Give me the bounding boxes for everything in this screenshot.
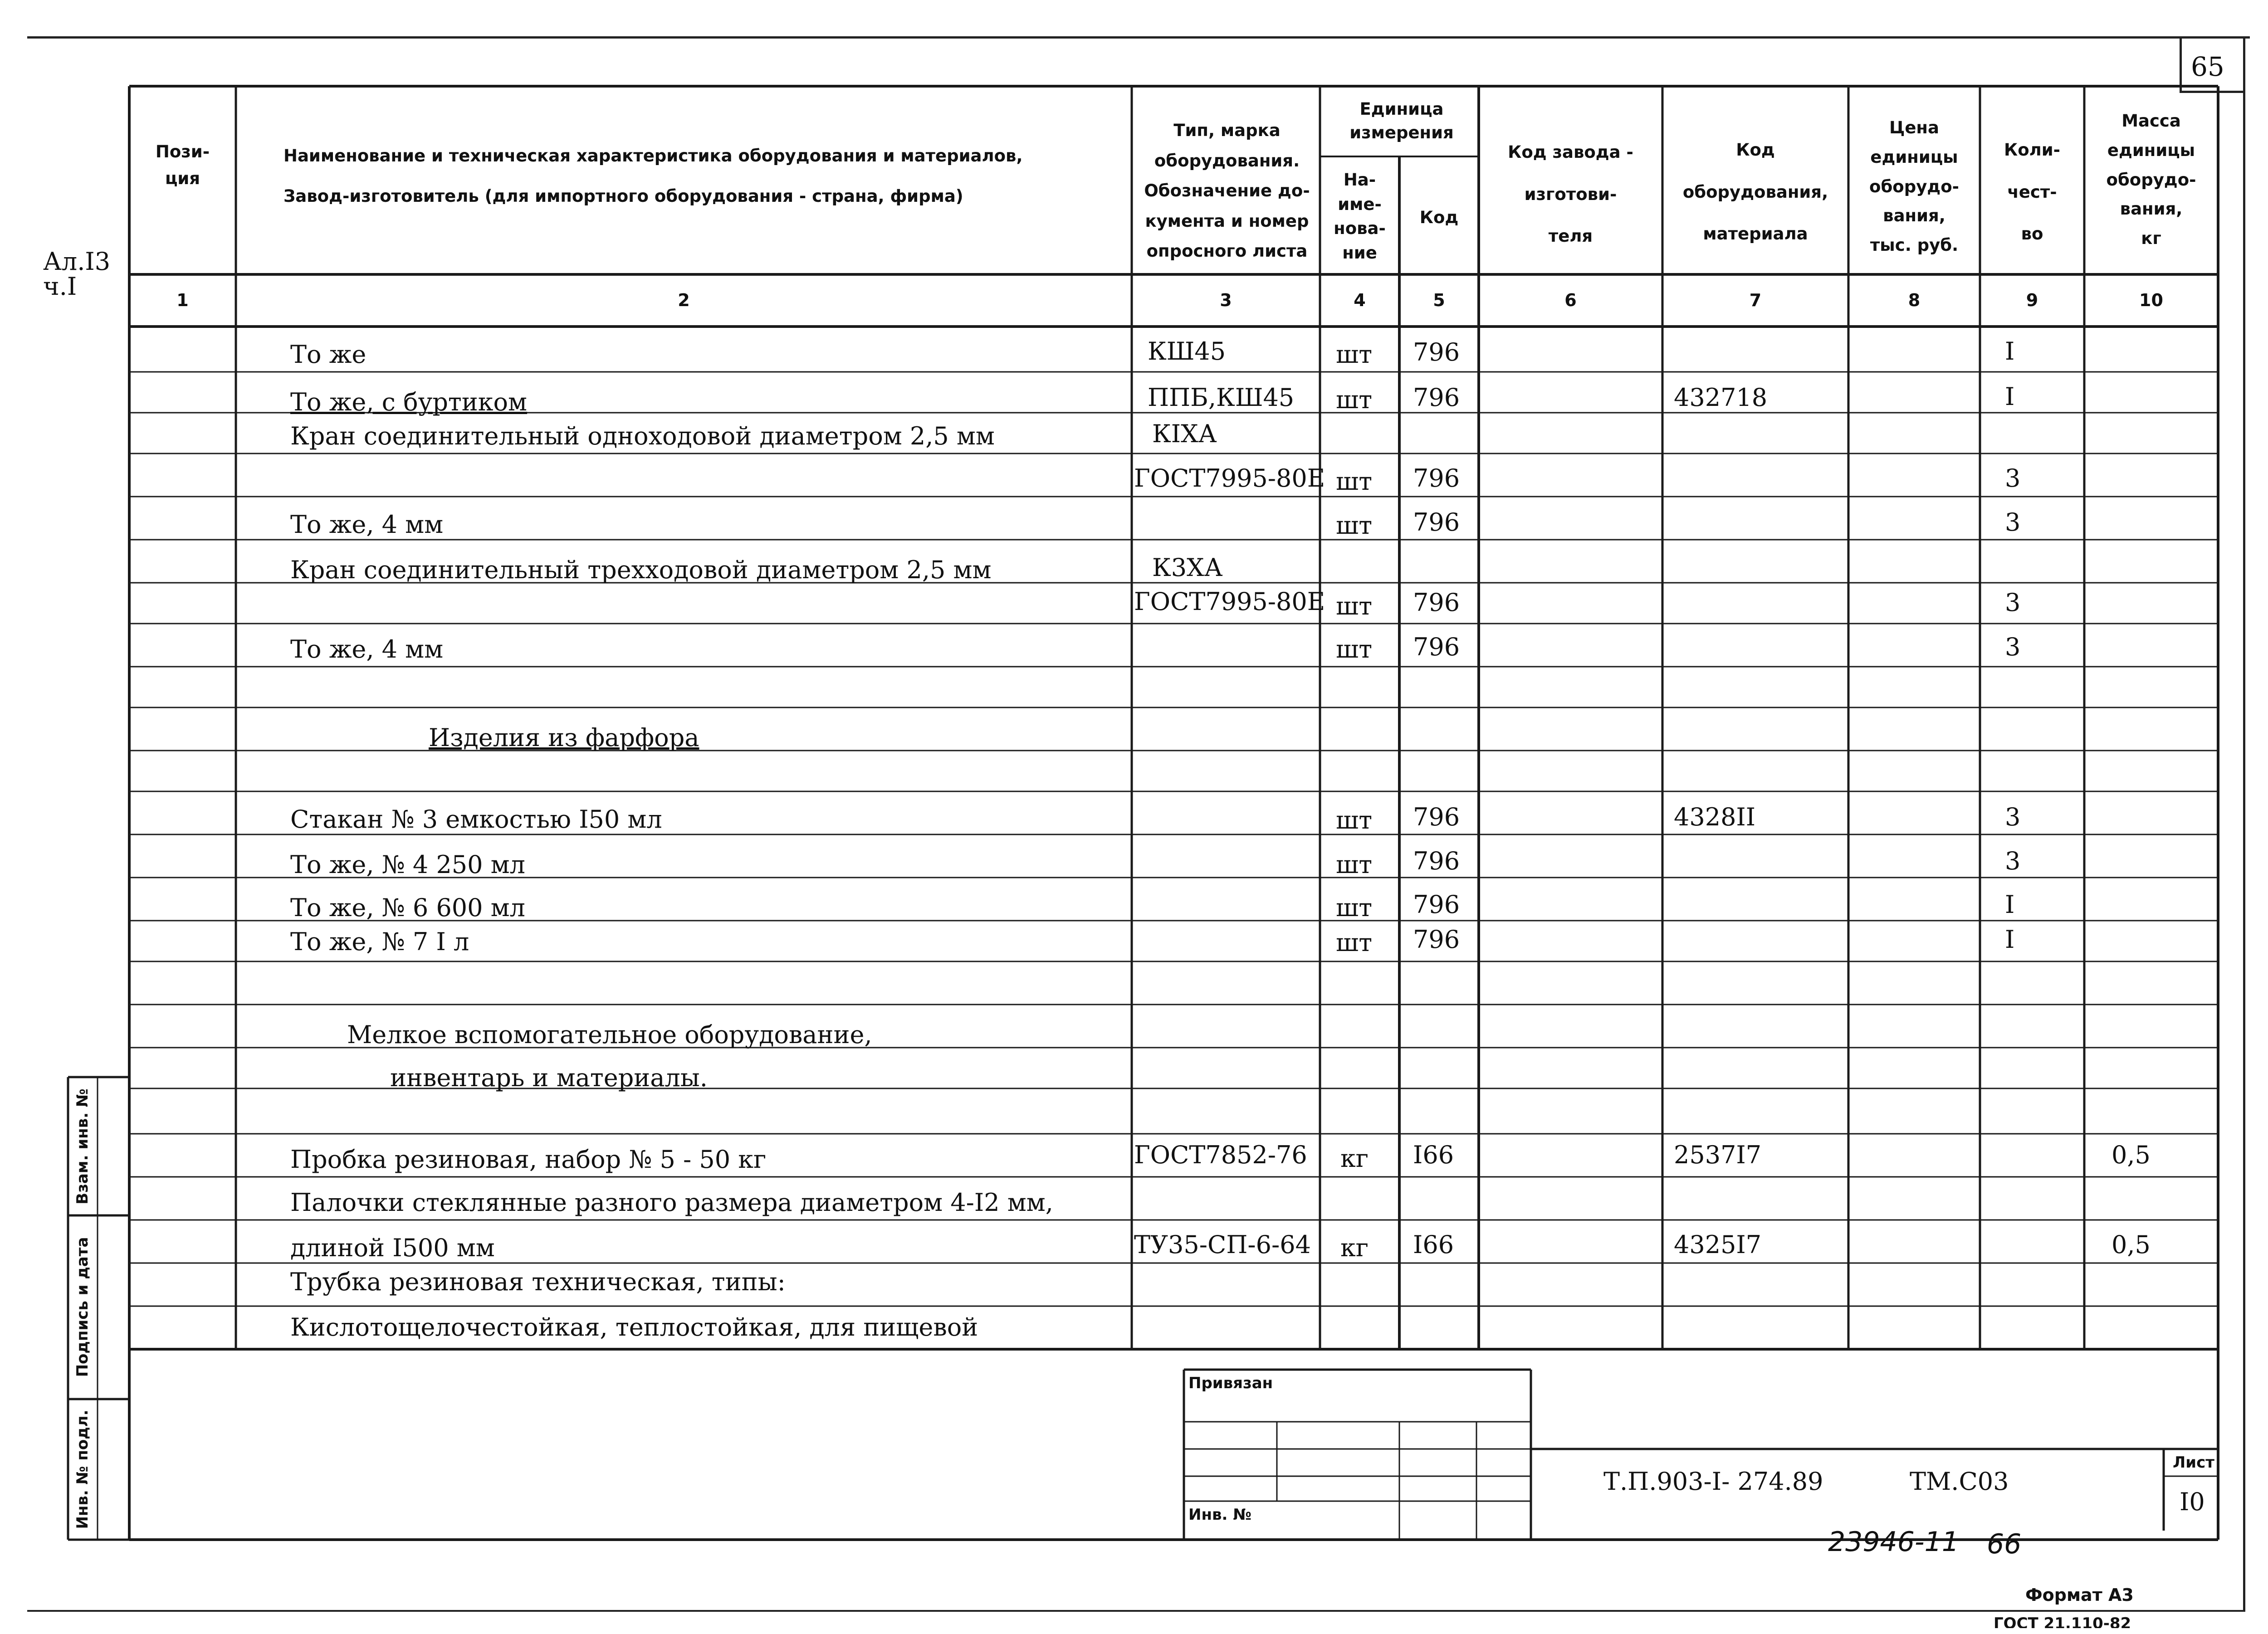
- row-2-unit: шт: [1336, 385, 1373, 414]
- row-6-name: Кран соединительный трехходовой диаметром 2,5 мм: [290, 556, 992, 584]
- row-2-type: ППБ,КШ45: [1148, 383, 1295, 412]
- row-4-type: ГОСТ7995-80Е: [1134, 464, 1325, 493]
- header-name-line-2: Завод-изготовитель (для импортного оборудования - страна, фирма): [284, 186, 963, 206]
- row-10-unit: шт: [1336, 806, 1373, 834]
- header-mass-line-1: Масса: [2121, 111, 2181, 131]
- side-label-podpis-data: Подпись и дата: [73, 1237, 92, 1377]
- row-1-name: То же: [290, 340, 367, 369]
- row-5-unit: шт: [1336, 511, 1373, 540]
- side-label-inv-podl: Инв. № подл.: [73, 1410, 92, 1529]
- header-position-line-2: ция: [165, 169, 200, 189]
- header-mass-line-5: кг: [2141, 229, 2161, 248]
- row-8-name: То же, 4 мм: [290, 635, 444, 663]
- header-unit-name-line-4: ние: [1342, 243, 1377, 263]
- header-type-line-1: Тип, марка: [1173, 121, 1281, 140]
- header-qty-line-1: Коли-: [2004, 140, 2061, 160]
- row-13-code: 796: [1413, 925, 1460, 954]
- header-price: [1848, 113, 1980, 260]
- column-number-7: 7: [1749, 290, 1762, 310]
- header-price-line-1: Цена: [1889, 118, 1939, 137]
- row-13-qty: I: [2005, 925, 2015, 954]
- row-12-code: 796: [1413, 890, 1460, 919]
- row-7-type: ГОСТ7995-80Е: [1134, 587, 1325, 616]
- header-factory-line-3: теля: [1548, 226, 1593, 246]
- header-unit-code: Код: [1419, 208, 1459, 227]
- page-number: 65: [2191, 51, 2224, 82]
- row-16-unit: кг: [1340, 1144, 1369, 1173]
- row-16-code: I66: [1413, 1141, 1454, 1169]
- section-heading-porcelain: Изделия из фарфора: [429, 723, 699, 752]
- header-type-line-3: Обозначение до-: [1144, 181, 1310, 201]
- header-type-line-5: опросного листа: [1146, 241, 1308, 261]
- row-12-qty: I: [2005, 890, 2015, 919]
- row-11-name: То же, № 4 250 мл: [290, 850, 525, 879]
- row-1-type: КШ45: [1148, 337, 1226, 366]
- header-equip-line-2: оборудования,: [1682, 182, 1828, 202]
- column-number-10: 10: [2139, 290, 2163, 310]
- row-11-unit: шт: [1336, 850, 1373, 879]
- header-price-line-5: тыс. руб.: [1870, 235, 1959, 255]
- header-name-line-1: Наименование и техническая характеристика оборудования и материалов,: [284, 146, 1023, 166]
- header-position-line-1: Пози-: [155, 142, 210, 161]
- section-heading-small-equipment-line-2: инвентарь и материалы.: [390, 1063, 708, 1092]
- side-label-vzam-inv: Взам. инв. №: [73, 1088, 92, 1205]
- column-number-9: 9: [2026, 290, 2038, 310]
- header-equip-line-3: материала: [1703, 224, 1808, 244]
- header-unit-name-line-2: име-: [1338, 194, 1382, 214]
- row-2-qty: I: [2005, 382, 2015, 411]
- header-price-line-4: вания,: [1883, 206, 1945, 226]
- stamp-inv-no: Инв. №: [1188, 1506, 1252, 1524]
- handwritten-page: 66: [1987, 1528, 2022, 1560]
- stamp-mark: ТМ.С03: [1910, 1467, 2009, 1496]
- header-price-line-3: оборудо-: [1869, 176, 1959, 196]
- handwritten-number: 23946-11: [1828, 1526, 1959, 1558]
- stamp-sheet-number: I0: [2180, 1488, 2205, 1516]
- header-mass: [2084, 107, 2218, 254]
- stamp-sheet-label: Лист: [2173, 1454, 2214, 1472]
- row-5-code: 796: [1413, 508, 1460, 537]
- row-1-code: 796: [1413, 338, 1460, 366]
- row-3-name: Кран соединительный одноходовой диаметром 2,5 мм: [290, 422, 995, 450]
- column-number-5: 5: [1433, 290, 1445, 310]
- row-7-qty: 3: [2005, 588, 2021, 617]
- header-position: [129, 138, 236, 192]
- row-3-type: КIХА: [1152, 419, 1217, 448]
- row-6-type: К3ХА: [1152, 553, 1223, 582]
- column-number-8: 8: [1908, 290, 1921, 310]
- column-number-6: 6: [1564, 290, 1577, 310]
- row-2-name: То же, с буртиком: [290, 388, 528, 416]
- row-11-qty: 3: [2005, 847, 2021, 875]
- header-unit-name-line-3: нова-: [1334, 219, 1386, 239]
- row-5-qty: 3: [2005, 508, 2021, 537]
- row-12-name: То же, № 6 600 мл: [290, 893, 525, 922]
- side-note-line-2: ч.I: [43, 272, 77, 301]
- column-number-4: 4: [1354, 290, 1366, 310]
- header-price-line-2: единицы: [1870, 147, 1958, 167]
- header-mass-line-3: оборудо-: [2106, 170, 2196, 190]
- header-type: [1134, 116, 1320, 267]
- row-2-code: 796: [1413, 383, 1460, 412]
- row-13-unit: шт: [1336, 928, 1373, 957]
- row-4-code: 796: [1413, 464, 1460, 493]
- header-unit-name-line-1: На-: [1343, 170, 1376, 190]
- gost-line: ГОСТ 21.110-82: [1994, 1614, 2131, 1628]
- format-label: Формат А3: [2025, 1585, 2134, 1605]
- row-12-unit: шт: [1336, 893, 1373, 922]
- header-factory-line-1: Код завода -: [1508, 142, 1633, 162]
- row-13-name: То же, № 7 I л: [290, 927, 469, 956]
- row-18-mass: 0,5: [2112, 1230, 2151, 1259]
- header-quantity: [1980, 129, 2084, 255]
- row-18-equip-code: 4325I7: [1674, 1230, 1762, 1259]
- row-8-code: 796: [1413, 633, 1460, 661]
- row-4-unit: шт: [1336, 467, 1373, 496]
- row-2-equip-code: 432718: [1674, 383, 1768, 412]
- row-7-unit: шт: [1336, 592, 1373, 620]
- row-18-type: ТУ35-СП-6-64: [1134, 1230, 1311, 1259]
- row-16-name: Пробка резиновая, набор № 5 - 50 кг: [290, 1145, 767, 1174]
- header-type-line-4: кумента и номер: [1145, 211, 1309, 231]
- header-type-line-2: оборудования.: [1154, 151, 1300, 171]
- row-16-type: ГОСТ7852-76: [1134, 1141, 1307, 1169]
- row-20-name: Кислотощелочестойкая, теплостойкая, для пищевой: [290, 1313, 978, 1341]
- stamp-privyazan: Привязан: [1188, 1374, 1273, 1392]
- row-10-name: Стакан № 3 емкостью I50 мл: [290, 805, 662, 834]
- stamp-designation: Т.П.903-I- 274.89: [1603, 1467, 1823, 1496]
- header-mass-line-2: единицы: [2107, 140, 2195, 160]
- header-factory-line-2: изготови-: [1524, 184, 1617, 204]
- header-factory-code: [1479, 132, 1662, 258]
- row-19-name: Трубка резиновая техническая, типы:: [290, 1268, 786, 1296]
- row-10-qty: 3: [2005, 803, 2021, 831]
- row-5-name: То же, 4 мм: [290, 510, 444, 539]
- row-4-qty: 3: [2005, 464, 2021, 493]
- section-heading-small-equipment: Мелкое вспомогательное оборудование,: [347, 1020, 872, 1049]
- side-note-line-1: Ал.I3: [43, 247, 111, 276]
- header-unit-group: Единица измерения: [1349, 99, 1454, 142]
- header-qty-line-2: чест-: [2007, 182, 2057, 202]
- row-1-qty: I: [2005, 337, 2015, 366]
- row-18-name: длиной I500 мм: [290, 1234, 495, 1262]
- row-17-name: Палочки стеклянные разного размера диаметром 4-I2 мм,: [290, 1188, 1053, 1217]
- row-16-mass: 0,5: [2112, 1141, 2151, 1169]
- row-10-code: 796: [1413, 803, 1460, 831]
- header-unit-name: [1320, 168, 1399, 265]
- row-18-code: I66: [1413, 1230, 1454, 1259]
- header-mass-line-4: вания,: [2120, 199, 2183, 219]
- header-name: [284, 136, 1127, 217]
- row-18-unit: кг: [1340, 1234, 1369, 1262]
- column-number-3: 3: [1220, 290, 1232, 310]
- header-equipment-code: [1662, 129, 1848, 255]
- column-number-2: 2: [678, 290, 690, 310]
- header-qty-line-3: во: [2021, 224, 2043, 244]
- row-1-unit: шт: [1336, 340, 1373, 369]
- row-16-equip-code: 2537I7: [1674, 1141, 1762, 1169]
- row-8-qty: 3: [2005, 633, 2021, 661]
- row-8-unit: шт: [1336, 635, 1373, 663]
- column-number-1: 1: [176, 290, 189, 310]
- header-equip-line-1: Код: [1736, 140, 1775, 160]
- row-10-equip-code: 4328II: [1674, 803, 1756, 831]
- row-7-code: 796: [1413, 588, 1460, 617]
- row-11-code: 796: [1413, 847, 1460, 875]
